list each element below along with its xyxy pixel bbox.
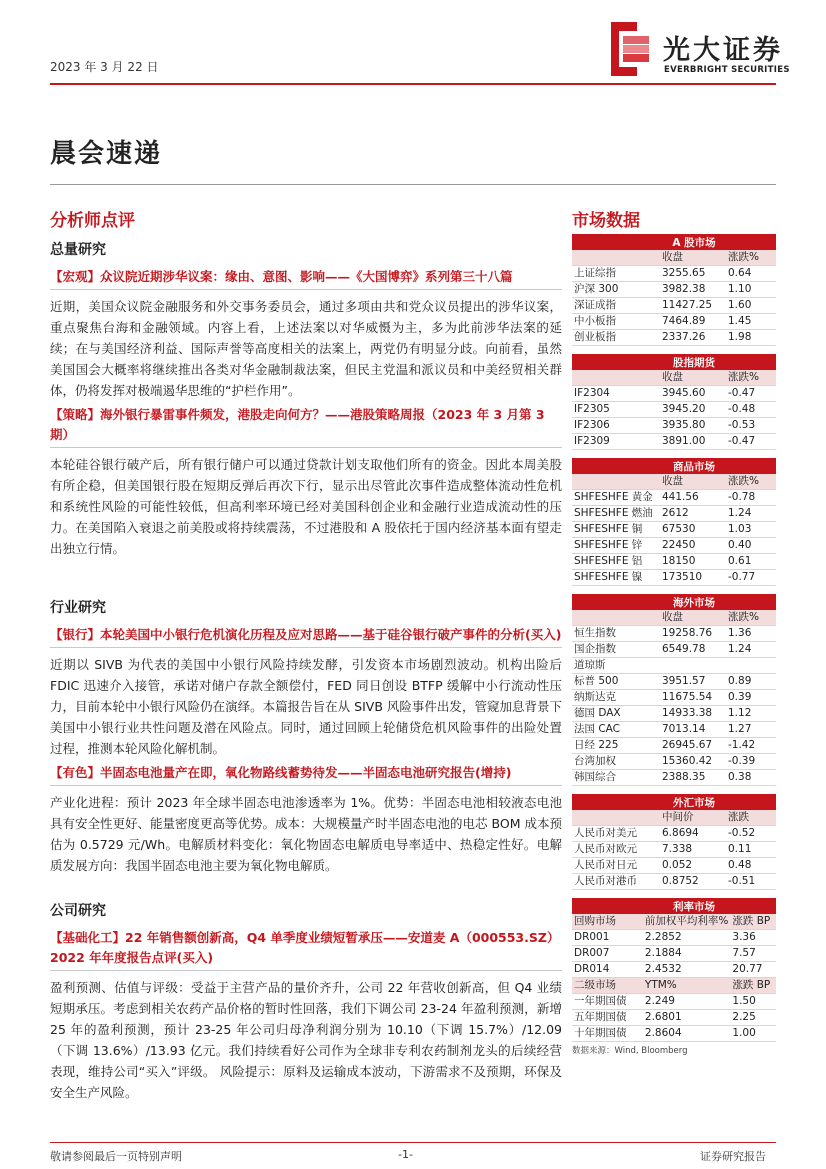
analyst-section-title: 分析师点评 [50, 211, 135, 231]
market-item-value: 7464.89 [660, 314, 726, 330]
market-item-change: 3.36 [730, 930, 776, 946]
market-table-header-cell: 收盘 [660, 370, 726, 386]
market-table-row [572, 706, 776, 722]
market-table-row [572, 658, 776, 674]
article-headline[interactable]: 【有色】半固态电池量产在即，氧化物路线蓄势待发——半固态电池研究报告(增持) [50, 763, 562, 786]
brand-name-en: EVERBRIGHT SECURITIES [664, 65, 790, 75]
market-item-name: 人民币对日元 [572, 858, 660, 874]
market-item-change: 0.61 [726, 554, 776, 570]
header-divider [50, 83, 776, 85]
market-item-value: 2.249 [643, 994, 730, 1010]
market-table-row [572, 434, 776, 450]
market-table-row [572, 874, 776, 890]
market-item-name: 五年期国债 [572, 1010, 643, 1026]
market-table-row [572, 738, 776, 754]
market-item-value: 3935.80 [660, 418, 726, 434]
market-table-header-cell: 涨跌 BP [730, 914, 776, 930]
research-group [50, 239, 562, 559]
market-table-row [572, 642, 776, 658]
market-item-value: YTM% [643, 978, 730, 994]
market-table-row [572, 626, 776, 642]
analyst-groups [50, 239, 562, 1103]
market-item-change: 0.11 [726, 842, 776, 858]
report-date: 2023 年 3 月 22 日 [50, 60, 159, 74]
market-item-name: IF2309 [572, 434, 660, 450]
market-table-row [572, 570, 776, 586]
market-item-value: 7013.14 [660, 722, 726, 738]
market-table-row [572, 826, 776, 842]
market-item-change: 0.38 [726, 770, 776, 786]
market-item-change: 1.60 [726, 298, 776, 314]
market-table-caption: 利率市场 [572, 898, 776, 914]
market-item-value: 2337.26 [660, 330, 726, 346]
market-item-change: 1.36 [726, 626, 776, 642]
market-item-change: -0.52 [726, 826, 776, 842]
market-item-value: 14933.38 [660, 706, 726, 722]
market-table-header-cell [572, 610, 660, 626]
market-item-value: 6549.78 [660, 642, 726, 658]
market-item-value: 6.8694 [660, 826, 726, 842]
market-item-value: 441.56 [660, 490, 726, 506]
market-table-row [572, 282, 776, 298]
market-table-row [572, 490, 776, 506]
market-item-name: SHFESHFE 镍 [572, 570, 660, 586]
market-item-name: DR014 [572, 962, 643, 978]
market-item-name: 德国 DAX [572, 706, 660, 722]
market-table-header-cell [572, 370, 660, 386]
article-body: 近期以 SIVB 为代表的美国中小银行风险持续发酵，引发资本市场剧烈波动。机构出险后 FDIC 迅速介入接管，承诺对储户存款全额偿付，FED 同日创设 BTFP 缓解中小行流动性压力，目前本轮中小银行风险仍在演绎。本篇报告旨在从 SIVB 风险事件出发，管窥加息背景下美国中小银行业共性问题及潜在风险点。同时，通过回顾上轮储贷危机风险事件的出险处置过程，推测本轮风险化解机制。 [50, 657, 562, 756]
market-table-caption: 海外市场 [572, 594, 776, 610]
market-item-value: 3945.20 [660, 402, 726, 418]
market-table-row [572, 506, 776, 522]
article-headline[interactable]: 【策略】海外银行暴雷事件频发，港股走向何方？——港股策略周报（2023 年 3 月第 3 期） [50, 405, 562, 448]
market-item-change: 1.98 [726, 330, 776, 346]
market-table-header-cell: 涨跌% [726, 474, 776, 490]
market-item-value: 2.4532 [643, 962, 730, 978]
analyst-column [50, 206, 562, 1107]
market-item-name: 道琼斯 [572, 658, 660, 674]
market-table-header-cell: 涨跌 [726, 810, 776, 826]
title-divider [50, 184, 776, 185]
market-table-header-cell [572, 810, 660, 826]
market-item-value: 22450 [660, 538, 726, 554]
article-headline[interactable]: 【宏观】众议院近期涉华议案：缘由、意图、影响——《大国博弈》系列第三十八篇 [50, 267, 562, 290]
market-item-name: 国企指数 [572, 642, 660, 658]
research-group-title: 行业研究 [50, 600, 106, 616]
market-item-name: DR007 [572, 946, 643, 962]
article-body: 产业化进程：预计 2023 年全球半固态电池渗透率为 1%。优势：半固态电池相较液态电池具有安全性更好、能量密度更高等优势。成本：大规模量产时半固态电池的电芯 BOM 成本预估为 0.5729 元/Wh。电解质材料变化：氧化物固态电解质电导率适中、热稳定性好。电解质发展方向：我国半固态电池主要为氧化物电解质。 [50, 795, 562, 873]
market-item-name: SHFESHFE 铜 [572, 522, 660, 538]
market-tables [572, 234, 776, 1042]
market-item-change: 1.03 [726, 522, 776, 538]
market-item-value: 7.338 [660, 842, 726, 858]
market-item-name: 韩国综合 [572, 770, 660, 786]
market-table [572, 458, 776, 586]
market-item-value: 11675.54 [660, 690, 726, 706]
market-table-row [572, 978, 776, 994]
market-item-change: -0.47 [726, 434, 776, 450]
research-group [50, 597, 562, 876]
market-table-caption: 商品市场 [572, 458, 776, 474]
market-item-change: -0.48 [726, 402, 776, 418]
market-item-value: 3951.57 [660, 674, 726, 690]
market-item-value: 3982.38 [660, 282, 726, 298]
market-item-change: -0.39 [726, 754, 776, 770]
market-table-row [572, 538, 776, 554]
footer-disclaimer: 敬请参阅最后一页特别声明 [50, 1150, 182, 1163]
market-item-name: SHFESHFE 锌 [572, 538, 660, 554]
market-table-row [572, 266, 776, 282]
market-table-row [572, 330, 776, 346]
market-table-row [572, 554, 776, 570]
market-item-change: 1.45 [726, 314, 776, 330]
market-item-change: 涨跌 BP [730, 978, 776, 994]
market-table-row [572, 722, 776, 738]
market-table-header-cell: 收盘 [660, 250, 726, 266]
market-item-value: 0.052 [660, 858, 726, 874]
market-item-name: SHFESHFE 铝 [572, 554, 660, 570]
market-item-name: DR001 [572, 930, 643, 946]
market-table-header-cell: 中间价 [660, 810, 726, 826]
market-table-row [572, 930, 776, 946]
market-table-row [572, 994, 776, 1010]
market-table-header-cell [572, 250, 660, 266]
market-table [572, 794, 776, 890]
market-item-name: 日经 225 [572, 738, 660, 754]
market-item-value: 18150 [660, 554, 726, 570]
market-item-change: 1.24 [726, 506, 776, 522]
market-item-change: 1.27 [726, 722, 776, 738]
market-table-row [572, 314, 776, 330]
market-table-header-cell [572, 474, 660, 490]
footer-report-type: 证券研究报告 [700, 1150, 766, 1163]
market-item-name: 恒生指数 [572, 626, 660, 642]
market-table-row [572, 418, 776, 434]
research-group-title: 公司研究 [50, 903, 106, 919]
market-item-value: 2612 [660, 506, 726, 522]
market-item-value: 2.1884 [643, 946, 730, 962]
market-table-row [572, 1026, 776, 1042]
market-item-change: 20.77 [730, 962, 776, 978]
market-item-value [660, 658, 726, 674]
market-item-value: 3891.00 [660, 434, 726, 450]
market-item-name: 纳斯达克 [572, 690, 660, 706]
market-item-value: 3945.60 [660, 386, 726, 402]
article-body: 本轮硅谷银行破产后，所有银行储户可以通过贷款计划支取他们所有的资金。因此本周美股有所企稳，但美国银行股在短期反弹后再次下行，显示出尽管此次事件造成整体流动性危机和系统性风险的可能性较低，但高利率环境已经对美国科创企业和金融行业造成流动性的压力。在美国陷入衰退之前美股或将持续震荡，不过港股和 A 股依托于国内经济基本面有望走出独立行情。 [50, 457, 562, 556]
market-table-caption: A 股市场 [572, 234, 776, 250]
market-table-row [572, 690, 776, 706]
market-item-name: IF2304 [572, 386, 660, 402]
brand-name-cn: 光大证券 [663, 35, 783, 66]
market-item-value: 2.8604 [643, 1026, 730, 1042]
market-item-name: 人民币对港币 [572, 874, 660, 890]
market-item-change: 7.57 [730, 946, 776, 962]
market-item-value: 15360.42 [660, 754, 726, 770]
market-item-name: 台湾加权 [572, 754, 660, 770]
market-item-value: 11427.25 [660, 298, 726, 314]
market-item-value: 173510 [660, 570, 726, 586]
market-item-change: -0.53 [726, 418, 776, 434]
market-item-value: 2.6801 [643, 1010, 730, 1026]
market-item-value: 0.8752 [660, 874, 726, 890]
market-item-name: 上证综指 [572, 266, 660, 282]
market-table-row [572, 858, 776, 874]
market-table-caption: 股指期货 [572, 354, 776, 370]
market-item-name: 十年期国债 [572, 1026, 643, 1042]
market-table-header-cell: 收盘 [660, 610, 726, 626]
article-headline[interactable]: 【银行】本轮美国中小银行危机演化历程及应对思路——基于硅谷银行破产事件的分析(买入) [50, 625, 562, 648]
brand-logo [611, 22, 806, 78]
market-table-header-cell: 涨跌% [726, 250, 776, 266]
market-table-header-cell: 涨跌% [726, 610, 776, 626]
market-item-name: SHFESHFE 黄金 [572, 490, 660, 506]
market-table-header-cell: 回购市场 [572, 914, 643, 930]
market-item-change: -0.78 [726, 490, 776, 506]
market-item-change: 0.48 [726, 858, 776, 874]
market-table-row [572, 770, 776, 786]
market-item-value: 67530 [660, 522, 726, 538]
market-item-name: 创业板指 [572, 330, 660, 346]
page-number: -1- [398, 1148, 413, 1161]
market-item-name: 人民币对欧元 [572, 842, 660, 858]
market-column [572, 206, 776, 1056]
market-table-row [572, 386, 776, 402]
market-item-value: 2.2852 [643, 930, 730, 946]
market-item-change: 0.89 [726, 674, 776, 690]
market-item-name: 中小板指 [572, 314, 660, 330]
market-item-name: 标普 500 [572, 674, 660, 690]
market-item-change: 1.24 [726, 642, 776, 658]
market-item-name: 沪深 300 [572, 282, 660, 298]
market-item-name: 一年期国债 [572, 994, 643, 1010]
market-table-row [572, 674, 776, 690]
market-item-change: 2.25 [730, 1010, 776, 1026]
market-item-change: 0.40 [726, 538, 776, 554]
market-item-change: 1.10 [726, 282, 776, 298]
article-body: 近期，美国众议院金融服务和外交事务委员会，通过多项由共和党众议员提出的涉华议案，重点聚焦台海和金融领域。内容上看，上述法案以对华威慑为主，多为此前涉华法案的延续；在与美国经济利益、国际声誉等高度相关的法案上，两党仍有明显分歧。向前看，虽然美国国会大概率将继续推出各类对华金融制裁法案，但民主党温和派议员和中美经贸相关群体，仍将发挥对极端遏华思维的“护栏作用”。 [50, 299, 562, 398]
market-item-change: -0.77 [726, 570, 776, 586]
market-item-change: -1.42 [726, 738, 776, 754]
market-table-header-cell: 收盘 [660, 474, 726, 490]
everbright-logo-icon [611, 22, 651, 76]
market-table-caption: 外汇市场 [572, 794, 776, 810]
market-item-change: -0.47 [726, 386, 776, 402]
market-item-name: 法国 CAC [572, 722, 660, 738]
market-table-header-cell: 涨跌% [726, 370, 776, 386]
market-table-row [572, 1010, 776, 1026]
market-item-change: 1.00 [730, 1026, 776, 1042]
page-title: 晨会速递 [50, 139, 163, 169]
market-item-value: 3255.65 [660, 266, 726, 282]
market-item-change: 0.39 [726, 690, 776, 706]
market-item-name: 人民币对美元 [572, 826, 660, 842]
market-table [572, 234, 776, 346]
market-table-row [572, 842, 776, 858]
market-table-row [572, 522, 776, 538]
market-item-value: 26945.67 [660, 738, 726, 754]
market-item-change: 1.12 [726, 706, 776, 722]
footer-divider [50, 1142, 776, 1143]
market-item-change: 0.64 [726, 266, 776, 282]
research-group-title: 总量研究 [50, 242, 106, 258]
market-item-name: SHFESHFE 燃油 [572, 506, 660, 522]
data-source-note: 数据来源：Wind, Bloomberg [572, 1046, 688, 1056]
market-table-row [572, 402, 776, 418]
market-table-row [572, 754, 776, 770]
market-table [572, 354, 776, 450]
market-table-header-cell: 前加权平均利率% [643, 914, 730, 930]
research-group [50, 900, 562, 1103]
market-item-value: 2388.35 [660, 770, 726, 786]
market-item-change: -0.51 [726, 874, 776, 890]
market-item-name: IF2305 [572, 402, 660, 418]
market-table [572, 594, 776, 786]
market-table-row [572, 298, 776, 314]
market-item-change [726, 658, 776, 674]
market-table-row [572, 962, 776, 978]
market-item-name: 二级市场 [572, 978, 643, 994]
market-item-name: 深证成指 [572, 298, 660, 314]
article-body: 盈利预测、估值与评级：受益于主营产品的量价齐升，公司 22 年营收创新高，但 Q4 业绩短期承压。考虑到相关农药产品价格的暂时性回落，我们下调公司 23-24 年盈利预测，新增 25 年的盈利预测，预计 23-25 年公司归母净利润分别为 10.10（下调 15.7%）/12.09（下调 13.6%）/13.93 亿元。我们持续看好公司作为全球非专利农药制剂龙头的后续经营表现，维持公司“买入”评级。 风险提示：原料及运输成本波动，下游需求不及预期，环保及安全生产风险。 [50, 980, 562, 1100]
market-section-title: 市场数据 [572, 211, 640, 231]
market-table [572, 898, 776, 1042]
market-item-value: 19258.76 [660, 626, 726, 642]
market-table-row [572, 946, 776, 962]
market-item-name: IF2306 [572, 418, 660, 434]
market-item-change: 1.50 [730, 994, 776, 1010]
article-headline[interactable]: 【基础化工】22 年销售额创新高，Q4 单季度业绩短暂承压——安道麦 A（000553.SZ）2022 年年度报告点评(买入) [50, 928, 562, 971]
